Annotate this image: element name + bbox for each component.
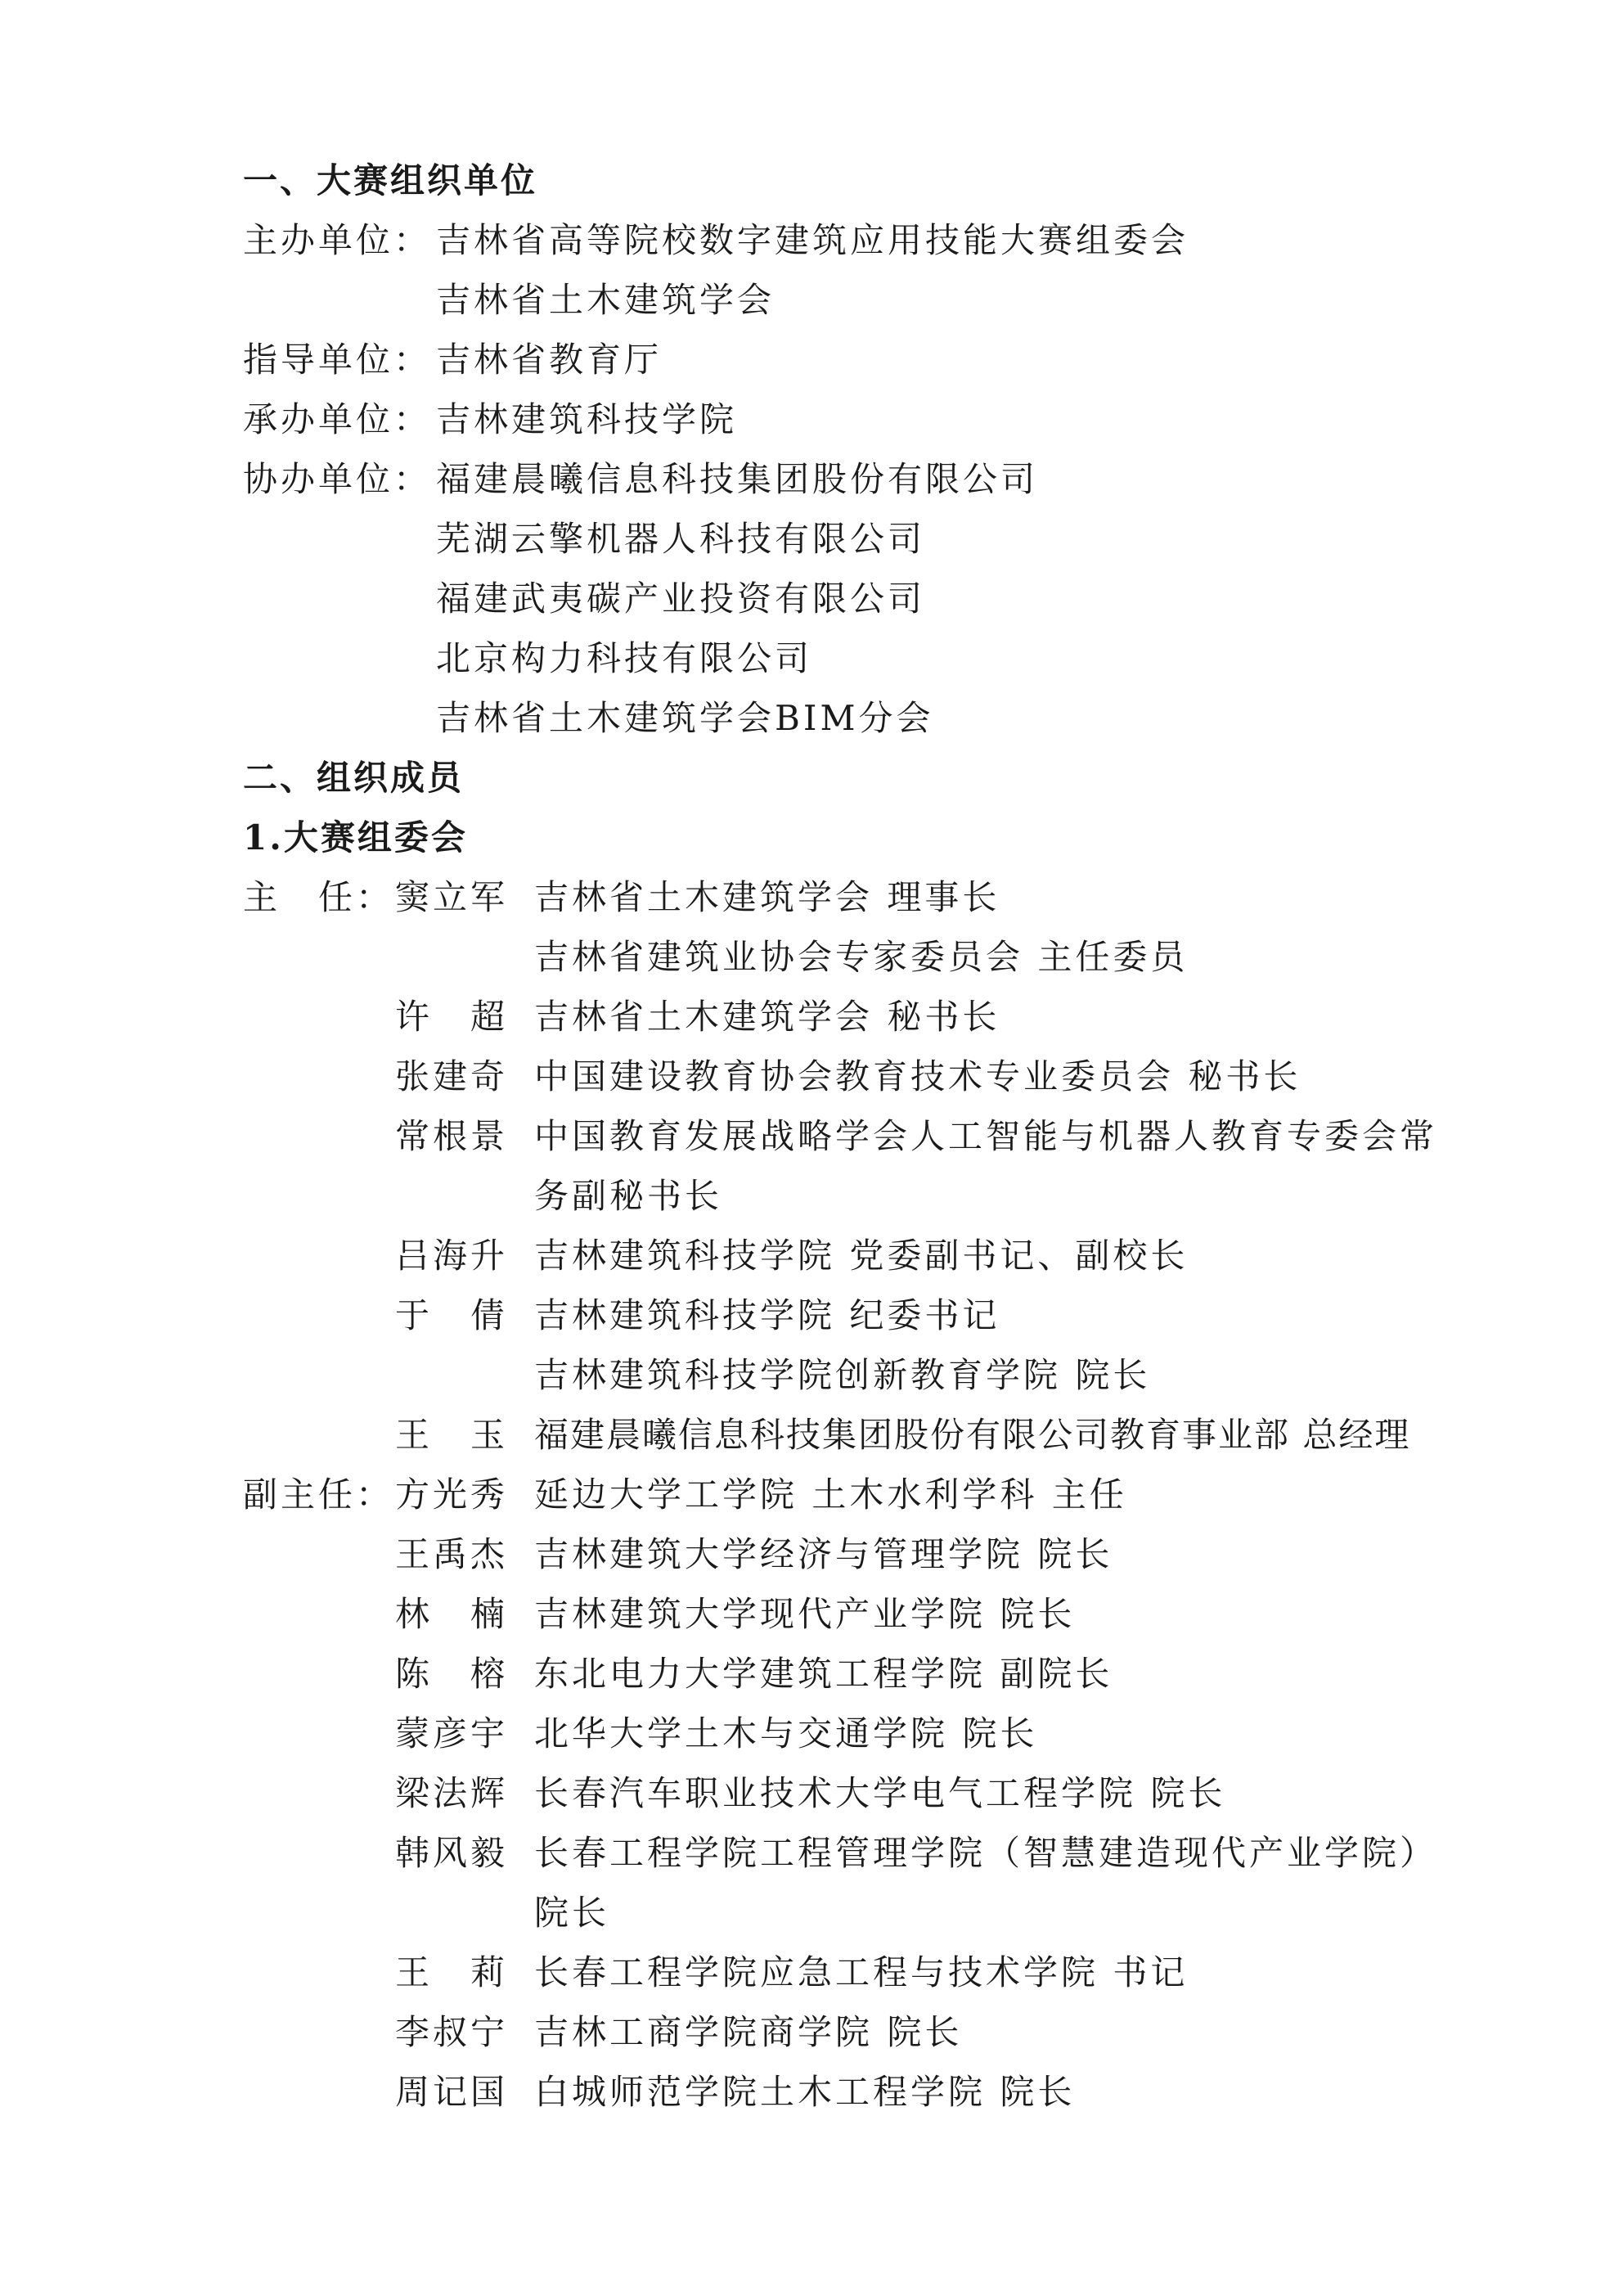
member-name: 于 倩 [395,1295,509,1335]
label-host: 主办单位： [243,220,432,260]
member-title: 吉林建筑科技学院 党委副书记、副校长 [534,1236,1189,1276]
member-title: 长春汽车职业技术大学电气工程学院 院长 [534,1773,1226,1813]
host-org-2: 吉林省土木建筑学会 [436,280,776,320]
member-title: 延边大学工学院 土木水利学科 主任 [534,1474,1127,1515]
subheading-committee: 1.大赛组委会 [243,817,468,858]
member-title: 吉林建筑大学现代产业学院 院长 [534,1594,1076,1634]
member-title: 中国建设教育协会教育技术专业委员会 秘书长 [534,1056,1302,1096]
label-co-organizer: 协办单位： [243,459,432,499]
guide-org-1: 吉林省教育厅 [436,340,663,380]
member-name: 韩风毅 [395,1833,509,1873]
member-name: 方光秀 [395,1474,509,1515]
label-guide: 指导单位： [243,340,432,380]
section-heading-organizations: 一、大赛组织单位 [243,160,538,200]
member-title: 吉林省土木建筑学会 秘书长 [534,997,1000,1037]
co-org-4: 北京构力科技有限公司 [436,638,813,678]
co-org-3: 福建武夷碳产业投资有限公司 [436,579,926,619]
member-title: 北华大学土木与交通学院 院长 [534,1713,1038,1754]
member-name: 常根景 [395,1116,509,1156]
member-title: 中国教育发展战略学会人工智能与机器人教育专委会常 [534,1116,1438,1156]
member-name: 许 超 [395,997,509,1037]
member-name: 周记国 [395,2072,509,2112]
member-name: 窦立军 [395,877,509,917]
member-name: 梁法辉 [395,1773,509,1813]
member-name: 张建奇 [395,1056,509,1096]
member-title: 东北电力大学建筑工程学院 副院长 [534,1654,1113,1694]
host-org-1: 吉林省高等院校数字建筑应用技能大赛组委会 [436,220,1189,260]
member-title: 福建晨曦信息科技集团股份有限公司教育事业部 总经理 [534,1415,1411,1455]
co-org-5: 吉林省土木建筑学会BIM分会 [436,698,934,738]
section-heading-members: 二、组织成员 [243,758,465,798]
member-title: 吉林建筑大学经济与管理学院 院长 [534,1534,1113,1574]
member-title: 院长 [534,1893,610,1933]
member-name: 吕海升 [395,1236,509,1276]
undertake-org-1: 吉林建筑科技学院 [436,399,738,439]
label-vice-director: 副主任： [243,1474,394,1515]
label-undertake: 承办单位： [243,399,432,439]
member-name: 王禹杰 [395,1534,509,1574]
co-org-2: 芜湖云擎机器人科技有限公司 [436,519,926,559]
member-title: 务副秘书长 [534,1176,723,1216]
member-title: 白城师范学院土木工程学院 院长 [534,2072,1076,2112]
member-title: 吉林工商学院商学院 院长 [534,2012,963,2052]
label-director: 主 任： [243,877,394,917]
co-org-1: 福建晨曦信息科技集团股份有限公司 [436,459,1039,499]
member-name: 王 莉 [395,1952,509,1992]
member-name: 蒙彦宇 [395,1713,509,1754]
member-title: 吉林建筑科技学院 纪委书记 [534,1295,1000,1335]
member-name: 陈 榕 [395,1654,509,1694]
member-title: 吉林省土木建筑学会 理事长 [534,877,1000,917]
member-title: 吉林建筑科技学院创新教育学院 院长 [534,1355,1151,1395]
member-name: 王 玉 [395,1415,509,1455]
member-title: 吉林省建筑业协会专家委员会 主任委员 [534,937,1189,977]
member-name: 林 楠 [395,1594,509,1634]
member-title: 长春工程学院应急工程与技术学院 书记 [534,1952,1189,1992]
member-title: 长春工程学院工程管理学院（智慧建造现代产业学院） [534,1833,1438,1873]
member-name: 李叔宁 [395,2012,509,2052]
